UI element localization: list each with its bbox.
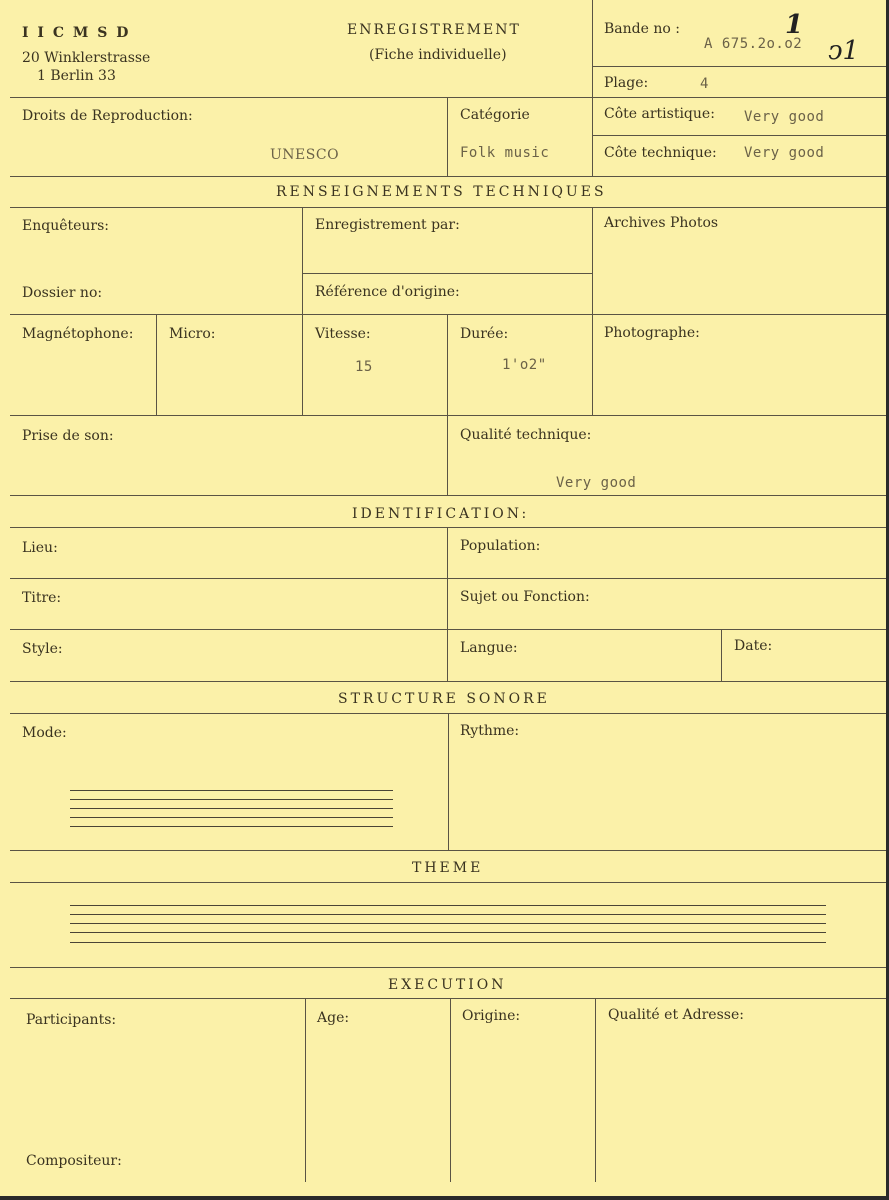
rule bbox=[10, 681, 886, 682]
rythme-label: Rythme: bbox=[460, 723, 520, 739]
cote-artistique-label: Côte artistique: bbox=[604, 106, 715, 122]
lieu-label: Lieu: bbox=[22, 540, 58, 556]
rule bbox=[10, 97, 886, 98]
sujet-fonction-label: Sujet ou Fonction: bbox=[460, 589, 590, 605]
rule bbox=[592, 207, 593, 415]
mode-label: Mode: bbox=[22, 725, 67, 741]
duree-value: 1'o2" bbox=[502, 357, 547, 373]
section-title-theme: THEME bbox=[412, 860, 484, 876]
rule bbox=[302, 207, 303, 415]
staff-line bbox=[70, 932, 826, 933]
rule bbox=[595, 998, 596, 1182]
prise-de-son-label: Prise de son: bbox=[22, 428, 114, 444]
date-label: Date: bbox=[734, 638, 773, 654]
rule bbox=[447, 527, 448, 681]
rule bbox=[10, 998, 886, 999]
photographe-label: Photographe: bbox=[604, 325, 700, 341]
rule bbox=[447, 97, 448, 176]
plage-label: Plage: bbox=[604, 75, 649, 91]
population-label: Population: bbox=[460, 538, 541, 554]
address-street: 20 Winklerstrasse bbox=[22, 50, 151, 66]
staff-line bbox=[70, 914, 826, 915]
staff-line bbox=[70, 790, 393, 791]
reference-origine-label: Référence d'origine: bbox=[315, 284, 460, 300]
rule bbox=[305, 998, 306, 1182]
rule bbox=[721, 629, 722, 681]
plage-value: 4 bbox=[700, 76, 709, 92]
enqueteurs-label: Enquêteurs: bbox=[22, 218, 110, 234]
rule bbox=[10, 207, 886, 208]
rule bbox=[302, 273, 592, 274]
duree-label: Durée: bbox=[460, 326, 509, 342]
origine-label: Origine: bbox=[462, 1008, 521, 1024]
rule bbox=[10, 850, 886, 851]
compositeur-label: Compositeur: bbox=[26, 1153, 122, 1169]
rule bbox=[450, 998, 451, 1182]
rule bbox=[10, 495, 886, 496]
rule bbox=[10, 415, 886, 416]
categorie-value: Folk music bbox=[460, 145, 550, 161]
vitesse-label: Vitesse: bbox=[315, 326, 371, 342]
bande-handwritten-note: ↄ1 bbox=[828, 36, 860, 66]
archives-photos-label: Archives Photos bbox=[604, 215, 719, 231]
micro-label: Micro: bbox=[169, 326, 216, 342]
section-title-technique: RENSEIGNEMENTS TECHNIQUES bbox=[276, 184, 607, 200]
qualite-adresse-label: Qualité et Adresse: bbox=[608, 1007, 744, 1023]
rule bbox=[10, 578, 886, 579]
rule bbox=[156, 314, 157, 415]
categorie-label: Catégorie bbox=[460, 107, 530, 123]
staff-line bbox=[70, 808, 393, 809]
form-subtitle: (Fiche individuelle) bbox=[369, 47, 507, 63]
droits-value: UNESCO bbox=[270, 147, 340, 163]
rule bbox=[10, 527, 886, 528]
rule bbox=[592, 0, 593, 176]
rule bbox=[10, 176, 886, 177]
staff-line bbox=[70, 942, 826, 943]
section-title-structure: STRUCTURE SONORE bbox=[338, 691, 550, 707]
section-title-execution: EXECUTION bbox=[388, 977, 507, 993]
titre-label: Titre: bbox=[22, 590, 62, 606]
bande-handwritten-digit: 1 bbox=[785, 10, 804, 40]
age-label: Age: bbox=[317, 1010, 350, 1026]
bande-label: Bande no : bbox=[604, 21, 680, 37]
bande-value: A 675.2o.o2 bbox=[704, 36, 803, 52]
enregistrement-par-label: Enregistrement par: bbox=[315, 217, 460, 233]
staff-line bbox=[70, 923, 826, 924]
qualite-technique-value: Very good bbox=[556, 475, 637, 491]
cote-technique-label: Côte technique: bbox=[604, 145, 717, 161]
rule bbox=[10, 882, 886, 883]
org-name: I I C M S D bbox=[22, 25, 131, 41]
droits-label: Droits de Reproduction: bbox=[22, 108, 193, 124]
rule bbox=[447, 415, 448, 495]
rule bbox=[448, 713, 449, 850]
staff-line bbox=[70, 799, 393, 800]
section-title-identification: IDENTIFICATION: bbox=[352, 506, 530, 522]
rule bbox=[10, 314, 886, 315]
staff-line bbox=[70, 817, 393, 818]
staff-line bbox=[70, 826, 393, 827]
form-title: ENREGISTREMENT bbox=[347, 22, 521, 38]
rule bbox=[447, 314, 448, 415]
style-label: Style: bbox=[22, 641, 63, 657]
rule bbox=[592, 66, 886, 67]
dossier-no-label: Dossier no: bbox=[22, 285, 103, 301]
cote-artistique-value: Very good bbox=[744, 109, 825, 125]
participants-label: Participants: bbox=[26, 1012, 117, 1028]
address-city: 1 Berlin 33 bbox=[37, 68, 116, 84]
cote-technique-value: Very good bbox=[744, 145, 825, 161]
langue-label: Langue: bbox=[460, 640, 518, 656]
vitesse-value: 15 bbox=[355, 359, 373, 375]
rule bbox=[592, 135, 886, 136]
rule bbox=[10, 967, 886, 968]
rule bbox=[10, 629, 886, 630]
staff-line bbox=[70, 905, 826, 906]
qualite-technique-label: Qualité technique: bbox=[460, 427, 592, 443]
magnetophone-label: Magnétophone: bbox=[22, 326, 134, 342]
